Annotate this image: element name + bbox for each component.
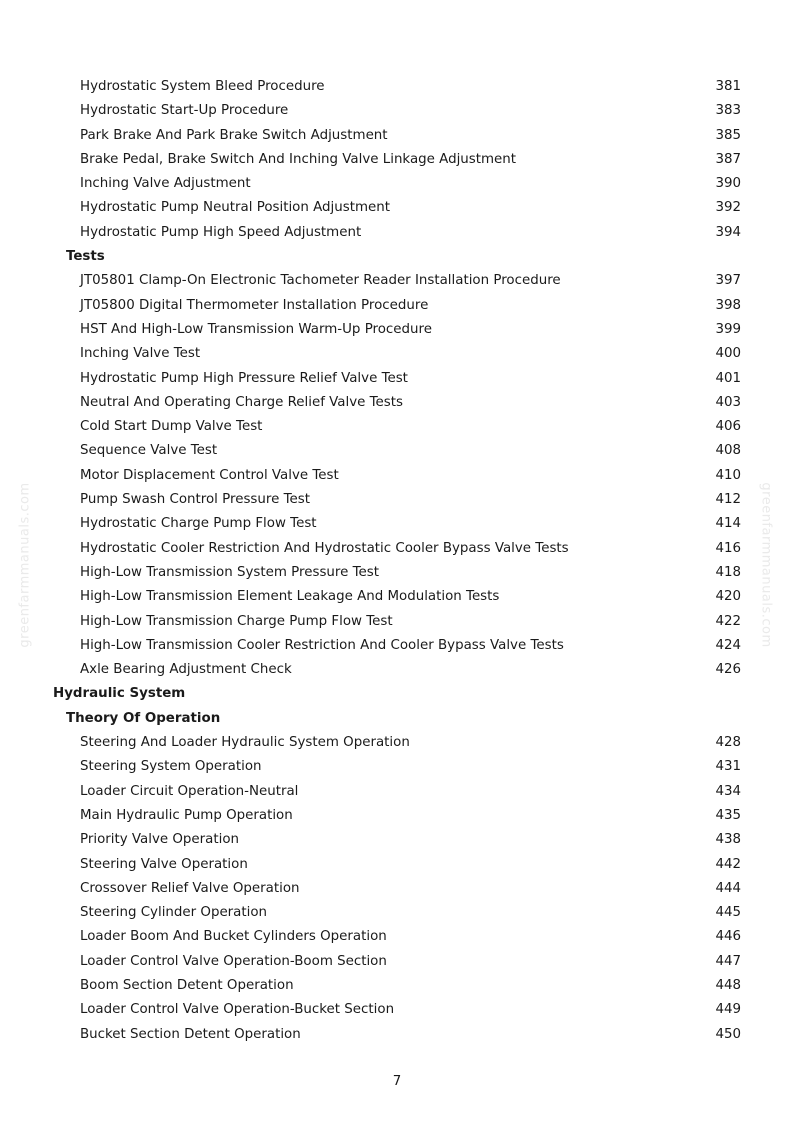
toc-entry[interactable] [0, 610, 794, 634]
toc-entry[interactable] [0, 269, 794, 293]
toc-entry[interactable] [0, 585, 794, 609]
toc-entry-page-number: 431 [715, 759, 741, 775]
toc-entry-title: Hydrostatic Pump Neutral Position Adjustment [80, 200, 390, 216]
toc-entry[interactable] [0, 124, 794, 148]
toc-entry-page-number: 416 [715, 540, 741, 556]
toc-entry[interactable] [0, 998, 794, 1022]
toc-entry-title: Inching Valve Adjustment [80, 176, 251, 192]
toc-entry-title: Park Brake And Park Brake Switch Adjustment [80, 127, 388, 143]
toc-entry-page-number: 428 [715, 735, 741, 751]
toc-entry-title: Loader Control Valve Operation-Boom Section [80, 953, 387, 969]
toc-entry[interactable] [0, 415, 794, 439]
watermark-right: greenfarmmanuals.com [758, 482, 774, 648]
toc-entry-page-number: 414 [715, 516, 741, 532]
toc-entry[interactable] [0, 780, 794, 804]
toc-subsection-heading [0, 707, 794, 731]
toc-entry-page-number: 383 [715, 103, 741, 119]
toc-entry-title: Steering And Loader Hydraulic System Operation [80, 735, 410, 751]
toc-entry-page-number: 381 [715, 79, 741, 94]
toc-entry-page-number: 406 [715, 419, 741, 435]
toc-entry[interactable] [0, 172, 794, 196]
toc-entry-page-number: 420 [715, 589, 741, 605]
toc-entry-page-number: 442 [715, 856, 741, 872]
toc-entry-title: Steering System Operation [80, 759, 262, 775]
toc-entry[interactable] [0, 901, 794, 925]
toc-entry[interactable] [0, 196, 794, 220]
toc-entry-title: Priority Valve Operation [80, 832, 240, 848]
toc-entry-title: Hydrostatic System Bleed Procedure [80, 79, 325, 94]
toc-entry[interactable] [0, 974, 794, 998]
toc-entry-title: Hydrostatic Pump High Pressure Relief Valve Test [80, 370, 408, 386]
toc-entry[interactable] [0, 439, 794, 463]
toc-entry-title: Hydrostatic Start-Up Procedure [80, 103, 289, 119]
toc-entry-page-number: 408 [715, 443, 741, 459]
toc-entry-page-number: 401 [715, 370, 741, 386]
toc-entry-page-number: 410 [715, 467, 741, 483]
toc-entry[interactable] [0, 658, 794, 682]
toc-entry-title: Hydrostatic Cooler Restriction And Hydrostatic Cooler Bypass Valve Tests [80, 540, 569, 556]
table-of-contents [0, 75, 794, 1047]
toc-entry[interactable] [0, 318, 794, 342]
toc-subsection-heading [0, 245, 794, 269]
toc-entry[interactable] [0, 342, 794, 366]
toc-entry[interactable] [0, 828, 794, 852]
toc-entry-page-number: 418 [715, 564, 741, 580]
toc-entry-title: Loader Control Valve Operation-Bucket Section [80, 1002, 395, 1018]
toc-entry-title: Crossover Relief Valve Operation [80, 880, 300, 896]
toc-entry-page-number: 412 [715, 492, 741, 508]
toc-entry[interactable] [0, 804, 794, 828]
toc-entry[interactable] [0, 488, 794, 512]
toc-entry-title: HST And High-Low Transmission Warm-Up Procedure [80, 321, 432, 337]
toc-entry-title: High-Low Transmission Cooler Restriction And Cooler Bypass Valve Tests [80, 637, 564, 653]
toc-entry-title: Hydrostatic Charge Pump Flow Test [80, 516, 317, 532]
toc-entry[interactable] [0, 99, 794, 123]
toc-entry-page-number: 385 [715, 127, 741, 143]
toc-entry-title: Hydraulic System [53, 686, 186, 702]
toc-entry-page-number: 422 [715, 613, 741, 629]
toc-entry-title: High-Low Transmission Charge Pump Flow Test [80, 613, 393, 629]
toc-entry-page-number: 392 [715, 200, 741, 216]
toc-entry[interactable] [0, 877, 794, 901]
toc-entry-page-number: 424 [715, 637, 741, 653]
toc-entry-title: Loader Circuit Operation-Neutral [80, 783, 299, 799]
toc-entry[interactable] [0, 221, 794, 245]
toc-entry-title: Cold Start Dump Valve Test [80, 419, 263, 435]
toc-entry-page-number: 447 [715, 953, 741, 969]
toc-entry-page-number: 397 [715, 273, 741, 289]
toc-entry-title: Sequence Valve Test [80, 443, 218, 459]
toc-entry[interactable] [0, 464, 794, 488]
toc-entry-page-number: 444 [715, 880, 741, 896]
toc-entry-page-number: 403 [715, 394, 741, 410]
toc-entry[interactable] [0, 561, 794, 585]
toc-entry-title: Hydrostatic Pump High Speed Adjustment [80, 224, 362, 240]
toc-entry-page-number: 390 [715, 176, 741, 192]
toc-entry-page-number: 448 [715, 977, 741, 993]
toc-entry-page-number: 399 [715, 321, 741, 337]
toc-entry-page-number: 400 [715, 346, 741, 362]
toc-entry[interactable] [0, 1023, 794, 1047]
toc-entry-page-number: 426 [715, 662, 741, 678]
toc-entry-title: Motor Displacement Control Valve Test [80, 467, 339, 483]
toc-entry-page-number: 438 [715, 832, 741, 848]
toc-entry[interactable] [0, 367, 794, 391]
toc-entry-title: Bucket Section Detent Operation [80, 1026, 301, 1042]
toc-entry-title: Brake Pedal, Brake Switch And Inching Valve Linkage Adjustment [80, 151, 517, 167]
toc-entry-title: JT05800 Digital Thermometer Installation Procedure [80, 297, 429, 313]
toc-entry-page-number: 398 [715, 297, 741, 313]
toc-entry-title: Axle Bearing Adjustment Check [80, 662, 292, 678]
toc-entry-title: Steering Valve Operation [80, 856, 248, 872]
toc-entry[interactable] [0, 75, 794, 99]
toc-entry-title: JT05801 Clamp-On Electronic Tachometer Reader Installation Procedure [80, 273, 561, 289]
toc-entry[interactable] [0, 391, 794, 415]
toc-entry[interactable] [0, 925, 794, 949]
toc-entry[interactable] [0, 755, 794, 779]
toc-entry-title: Neutral And Operating Charge Relief Valve Tests [80, 394, 403, 410]
toc-entry[interactable] [0, 950, 794, 974]
toc-entry-page-number: 450 [715, 1026, 741, 1042]
toc-entry-page-number: 446 [715, 929, 741, 945]
toc-entry-page-number: 435 [715, 807, 741, 823]
toc-entry-page-number: 387 [715, 151, 741, 167]
watermark-left: greenfarmmanuals.com [17, 482, 33, 648]
toc-entry-title: Theory Of Operation [66, 710, 221, 726]
toc-entry-title: High-Low Transmission Element Leakage And Modulation Tests [80, 589, 500, 605]
page-number: 7 [392, 1074, 402, 1089]
toc-entry[interactable] [0, 148, 794, 172]
toc-entry-title: Inching Valve Test [80, 346, 201, 362]
toc-entry-page-number: 445 [715, 905, 741, 921]
toc-entry-title: Steering Cylinder Operation [80, 905, 268, 921]
toc-entry-title: Pump Swash Control Pressure Test [80, 492, 310, 508]
toc-entry[interactable] [0, 512, 794, 536]
toc-entry[interactable] [0, 634, 794, 658]
toc-section-heading [0, 682, 794, 706]
toc-entry[interactable] [0, 537, 794, 561]
toc-entry-title: Boom Section Detent Operation [80, 977, 294, 993]
toc-entry[interactable] [0, 853, 794, 877]
toc-entry[interactable] [0, 731, 794, 755]
toc-entry-page-number: 394 [715, 224, 741, 240]
toc-entry[interactable] [0, 294, 794, 318]
toc-entry-title: Loader Boom And Bucket Cylinders Operation [80, 929, 387, 945]
toc-entry-title: High-Low Transmission System Pressure Test [80, 564, 379, 580]
toc-entry-page-number: 449 [715, 1002, 741, 1018]
toc-entry-page-number: 434 [715, 783, 741, 799]
toc-entry-title: Tests [66, 249, 105, 265]
toc-entry-title: Main Hydraulic Pump Operation [80, 807, 293, 823]
